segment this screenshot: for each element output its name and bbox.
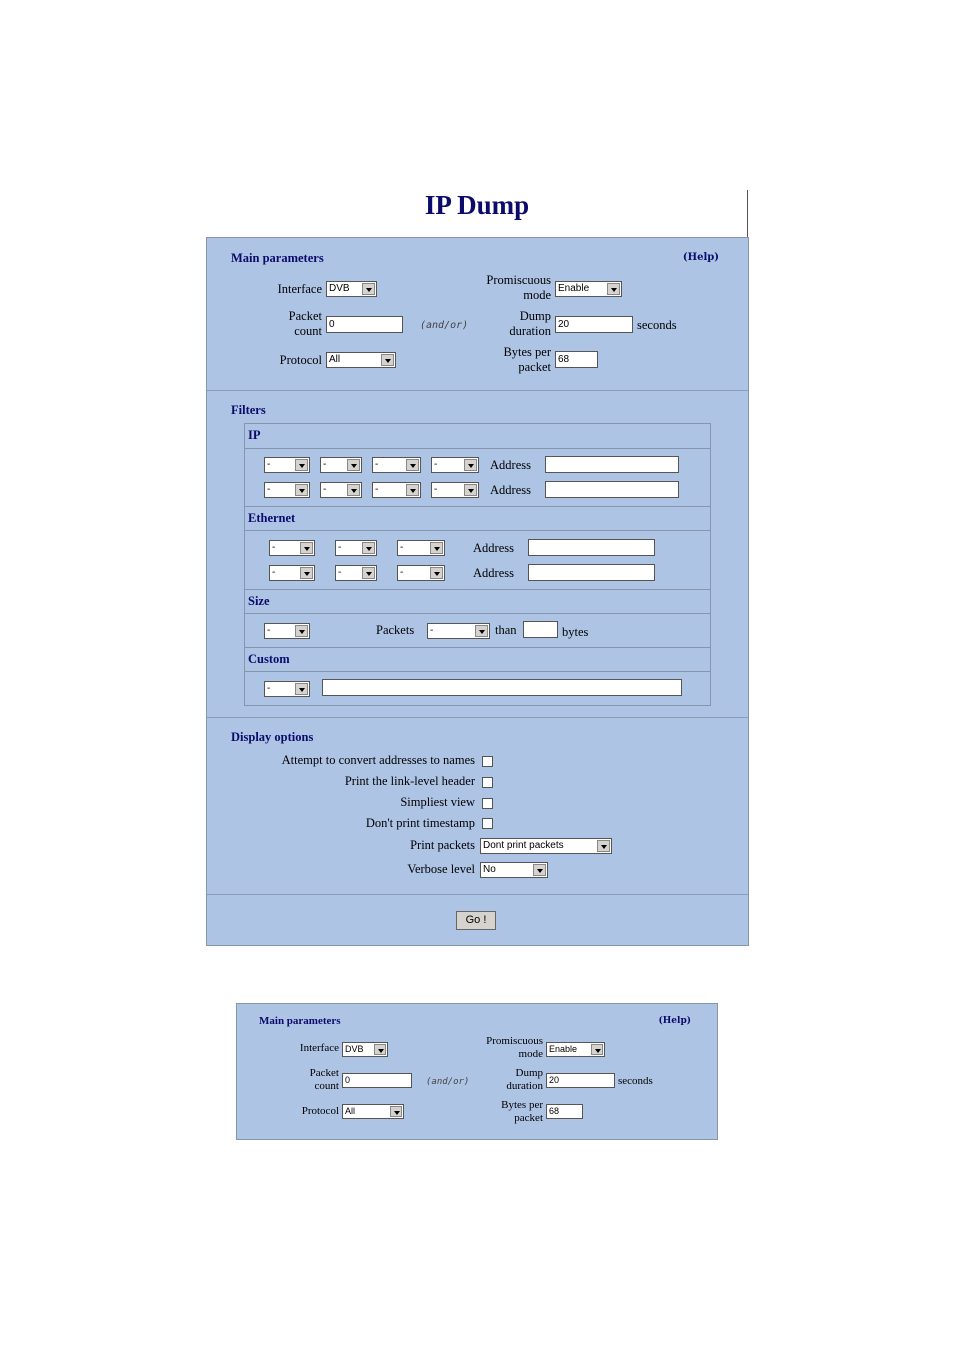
chevron-down-icon [381, 354, 394, 366]
ip-address-input-1[interactable] [545, 456, 679, 473]
chevron-down-icon [533, 864, 546, 876]
dump-duration-label: Dump duration [509, 309, 551, 338]
and-or-note: (and/or) [426, 1077, 470, 1087]
ip-select-2-2[interactable]: - [320, 482, 362, 498]
ethernet-title-divider [245, 530, 710, 531]
packets-label: Packets [376, 623, 415, 637]
promiscuous-label: Promiscuous mode [486, 1035, 543, 1060]
ip-select-1-1[interactable]: - [264, 457, 310, 473]
chevron-down-icon [362, 283, 375, 295]
ethernet-divider-top [245, 506, 710, 507]
interface-label: Interface [277, 282, 322, 296]
title-divider [747, 190, 748, 238]
protocol-select[interactable]: All [326, 352, 396, 368]
ethernet-select-2-1[interactable]: - [269, 565, 315, 581]
simplest-view-label: Simpliest view [400, 795, 475, 809]
convert-addresses-checkbox[interactable] [482, 756, 493, 767]
ethernet-address-label-1: Address [473, 541, 514, 555]
no-timestamp-checkbox[interactable] [482, 818, 493, 829]
protocol-select[interactable]: All [342, 1104, 404, 1119]
ethernet-select-1-1[interactable]: - [269, 540, 315, 556]
ethernet-select-2-3[interactable]: - [397, 565, 445, 581]
dump-duration-input[interactable]: 20 [546, 1073, 615, 1088]
ip-filter-divider [245, 448, 710, 449]
chevron-down-icon [430, 567, 443, 579]
ip-address-label-2: Address [490, 483, 531, 497]
protocol-label: Protocol [301, 1105, 339, 1117]
ip-select-2-3[interactable]: - [372, 482, 421, 498]
chevron-down-icon [430, 542, 443, 554]
dump-duration-label: Dump duration [506, 1067, 543, 1092]
chevron-down-icon [295, 459, 308, 471]
ip-dump-form [206, 237, 749, 946]
size-select[interactable]: - [264, 623, 310, 639]
verbose-level-select[interactable]: No [480, 862, 548, 878]
bytes-unit-label: bytes [562, 625, 589, 639]
chevron-down-icon [300, 542, 313, 554]
dump-duration-input[interactable]: 20 [555, 316, 633, 333]
chevron-down-icon [607, 283, 620, 295]
ip-select-1-2[interactable]: - [320, 457, 362, 473]
packets-compare-select[interactable]: - [427, 623, 490, 639]
chevron-down-icon [406, 484, 419, 496]
interface-select[interactable]: DVB [326, 281, 377, 297]
ip-address-label-1: Address [490, 458, 531, 472]
help-link[interactable]: (Help) [658, 1016, 691, 1026]
chevron-down-icon [295, 625, 308, 637]
chevron-down-icon [464, 484, 477, 496]
packet-count-input[interactable]: 0 [326, 316, 403, 333]
custom-divider-top [245, 647, 710, 648]
ethernet-select-1-3[interactable]: - [397, 540, 445, 556]
size-title-divider [245, 613, 710, 614]
chevron-down-icon [597, 840, 610, 852]
size-divider-top [245, 589, 710, 590]
chevron-down-icon [362, 567, 375, 579]
size-filter-title: Size [248, 594, 270, 608]
custom-select[interactable]: - [264, 681, 310, 697]
chevron-down-icon [295, 683, 308, 695]
chevron-down-icon [464, 459, 477, 471]
ethernet-select-1-2[interactable]: - [335, 540, 377, 556]
print-packets-select[interactable]: Dont print packets [480, 838, 612, 854]
link-level-header-label: Print the link-level header [344, 774, 475, 788]
chevron-down-icon [390, 1106, 402, 1117]
bytes-per-packet-input[interactable]: 68 [555, 351, 598, 368]
page-title: IP Dump [424, 190, 530, 220]
ip-select-2-4[interactable]: - [431, 482, 479, 498]
ethernet-filter-title: Ethernet [248, 511, 296, 525]
chevron-down-icon [475, 625, 488, 637]
link-level-header-checkbox[interactable] [482, 777, 493, 788]
and-or-note: (and/or) [420, 320, 469, 331]
chevron-down-icon [374, 1044, 386, 1055]
promiscuous-select[interactable]: Enable [546, 1042, 605, 1057]
filters-title: Filters [231, 403, 266, 417]
packet-count-label: Packet count [309, 1067, 339, 1092]
packet-count-label: Packet count [288, 309, 322, 338]
main-parameters-title: Main parameters [231, 251, 324, 265]
bytes-per-packet-label: Bytes per packet [501, 1099, 543, 1124]
ethernet-address-input-1[interactable] [528, 539, 655, 556]
section-divider [207, 390, 748, 391]
custom-filter-input[interactable] [322, 679, 682, 696]
custom-title-divider [245, 671, 710, 672]
section-divider [207, 717, 748, 718]
bytes-per-packet-label: Bytes per packet [503, 345, 551, 374]
help-link[interactable]: (Help) [682, 252, 719, 263]
custom-filter-title: Custom [248, 652, 290, 666]
main-parameters-detail [236, 1003, 718, 1140]
promiscuous-select[interactable]: Enable [555, 281, 622, 297]
verbose-level-label: Verbose level [407, 862, 475, 876]
main-parameters-title: Main parameters [259, 1015, 341, 1027]
ip-select-2-1[interactable]: - [264, 482, 310, 498]
go-button[interactable]: Go ! [456, 911, 496, 930]
interface-select[interactable]: DVB [342, 1042, 388, 1057]
ethernet-select-2-2[interactable]: - [335, 565, 377, 581]
size-bytes-input[interactable] [523, 621, 558, 638]
than-label: than [495, 623, 517, 637]
ip-filter-title: IP [248, 428, 261, 442]
seconds-label: seconds [618, 1075, 653, 1087]
simplest-view-checkbox[interactable] [482, 798, 493, 809]
chevron-down-icon [406, 459, 419, 471]
ip-select-1-4[interactable]: - [431, 457, 479, 473]
chevron-down-icon [347, 459, 360, 471]
chevron-down-icon [591, 1044, 603, 1055]
section-divider [207, 894, 748, 895]
filters-box [244, 423, 711, 706]
ip-address-input-2[interactable] [545, 481, 679, 498]
interface-label: Interface [299, 1042, 339, 1054]
chevron-down-icon [362, 542, 375, 554]
chevron-down-icon [295, 484, 308, 496]
packet-count-input[interactable]: 0 [342, 1073, 412, 1088]
no-timestamp-label: Don't print timestamp [365, 816, 475, 830]
protocol-label: Protocol [279, 353, 322, 367]
convert-addresses-label: Attempt to convert addresses to names [281, 753, 475, 767]
print-packets-label: Print packets [410, 838, 475, 852]
seconds-label: seconds [637, 318, 677, 332]
chevron-down-icon [300, 567, 313, 579]
ip-select-1-3[interactable]: - [372, 457, 421, 473]
chevron-down-icon [347, 484, 360, 496]
bytes-per-packet-input[interactable]: 68 [546, 1104, 583, 1119]
promiscuous-label: Promiscuous mode [486, 273, 551, 302]
display-options-title: Display options [231, 730, 314, 744]
ethernet-address-label-2: Address [473, 566, 514, 580]
ethernet-address-input-2[interactable] [528, 564, 655, 581]
